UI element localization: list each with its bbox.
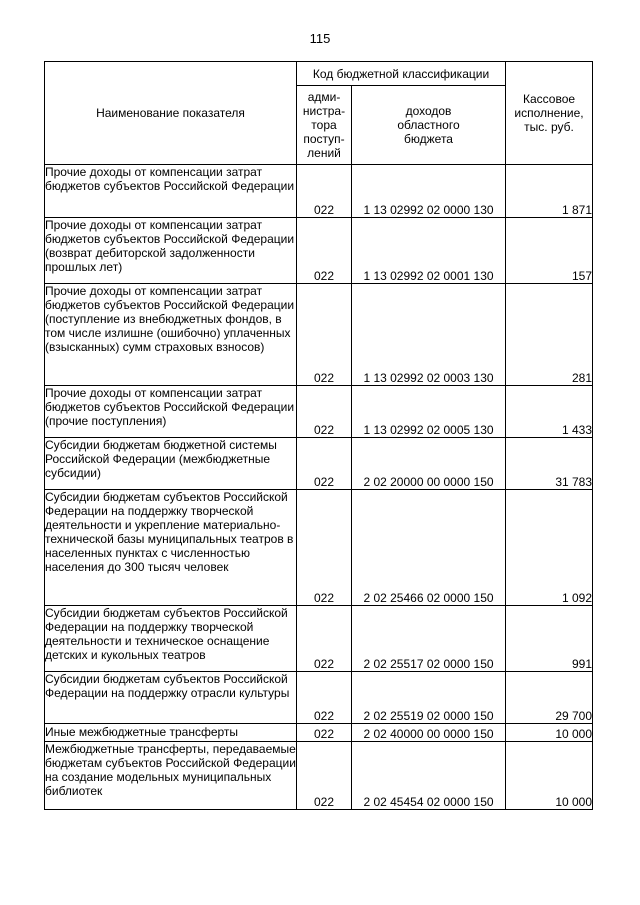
row-amount: 1 092 xyxy=(506,490,593,606)
row-budget-code: 2 02 25519 02 0000 150 xyxy=(352,672,506,724)
row-budget-code: 2 02 25517 02 0000 150 xyxy=(352,606,506,672)
row-amount: 29 700 xyxy=(506,672,593,724)
row-name: Субсидии бюджетам субъектов Российской Федерации на поддержку творческой деятельности и техническое оснащение детских и кукольных театров xyxy=(45,606,297,672)
row-name: Субсидии бюджетам субъектов Российской Федерации на поддержку творческой деятельности и укрепление материально-технической базы муниципальных театров в населенных пунктах с численностью населения до 300 тысяч человек xyxy=(45,490,297,606)
row-name: Прочие доходы от компенсации затрат бюджетов субъектов Российской Федерации xyxy=(45,165,297,218)
budget-revenue-table xyxy=(44,61,593,810)
header-income-code: доходов областного бюджета xyxy=(352,86,506,165)
page-number: 115 xyxy=(309,31,331,46)
row-amount: 10 000 xyxy=(506,724,593,742)
row-name: Субсидии бюджетам бюджетной системы Российской Федерации (межбюджетные субсидии) xyxy=(45,438,297,490)
header-amount: Кассовое исполнение, тыс. руб. xyxy=(506,62,593,165)
table-row xyxy=(45,490,593,606)
row-admin-code: 022 xyxy=(297,724,352,742)
row-name: Субсидии бюджетам субъектов Российской Федерации на поддержку отрасли культуры xyxy=(45,672,297,724)
row-amount: 281 xyxy=(506,284,593,386)
row-admin-code: 022 xyxy=(297,490,352,606)
row-name: Прочие доходы от компенсации затрат бюджетов субъектов Российской Федерации (возврат дебиторской задолженности прошлых лет) xyxy=(45,218,297,284)
row-admin-code: 022 xyxy=(297,672,352,724)
header-indicator-name: Наименование показателя xyxy=(45,62,297,165)
row-budget-code: 2 02 40000 00 0000 150 xyxy=(352,724,506,742)
row-budget-code: 1 13 02992 02 0005 130 xyxy=(352,386,506,438)
table-row xyxy=(45,218,593,284)
row-budget-code: 1 13 02992 02 0001 130 xyxy=(352,218,506,284)
table-row xyxy=(45,386,593,438)
row-budget-code: 2 02 20000 00 0000 150 xyxy=(352,438,506,490)
row-name: Прочие доходы от компенсации затрат бюджетов субъектов Российской Федерации (прочие поступления) xyxy=(45,386,297,438)
row-admin-code: 022 xyxy=(297,386,352,438)
row-budget-code: 1 13 02992 02 0000 130 xyxy=(352,165,506,218)
row-admin-code: 022 xyxy=(297,438,352,490)
table-row xyxy=(45,438,593,490)
row-admin-code: 022 xyxy=(297,742,352,810)
header-code-group: Код бюджетной классификации xyxy=(297,62,506,86)
header-admin: адми- нистра- тора поступ- лений xyxy=(297,86,352,165)
row-admin-code: 022 xyxy=(297,606,352,672)
table-row xyxy=(45,724,593,742)
row-amount: 1 871 xyxy=(506,165,593,218)
row-budget-code: 2 02 45454 02 0000 150 xyxy=(352,742,506,810)
row-name: Иные межбюджетные трансферты xyxy=(45,724,297,742)
table-row xyxy=(45,742,593,810)
table-row xyxy=(45,672,593,724)
row-name: Межбюджетные трансферты, передаваемые бюджетам субъектов Российской Федерации на создание модельных муниципальных библиотек xyxy=(45,742,297,810)
row-amount: 157 xyxy=(506,218,593,284)
row-amount: 991 xyxy=(506,606,593,672)
row-admin-code: 022 xyxy=(297,218,352,284)
row-admin-code: 022 xyxy=(297,284,352,386)
row-name: Прочие доходы от компенсации затрат бюджетов субъектов Российской Федерации (поступление из внебюджетных фондов, в том числе излишне (ошибочно) уплаченных (взысканных) сумм страховых взносов) xyxy=(45,284,297,386)
table-row xyxy=(45,165,593,218)
row-admin-code: 022 xyxy=(297,165,352,218)
table-row xyxy=(45,284,593,386)
row-amount: 31 783 xyxy=(506,438,593,490)
row-amount: 10 000 xyxy=(506,742,593,810)
row-budget-code: 1 13 02992 02 0003 130 xyxy=(352,284,506,386)
row-amount: 1 433 xyxy=(506,386,593,438)
row-budget-code: 2 02 25466 02 0000 150 xyxy=(352,490,506,606)
table-row xyxy=(45,606,593,672)
